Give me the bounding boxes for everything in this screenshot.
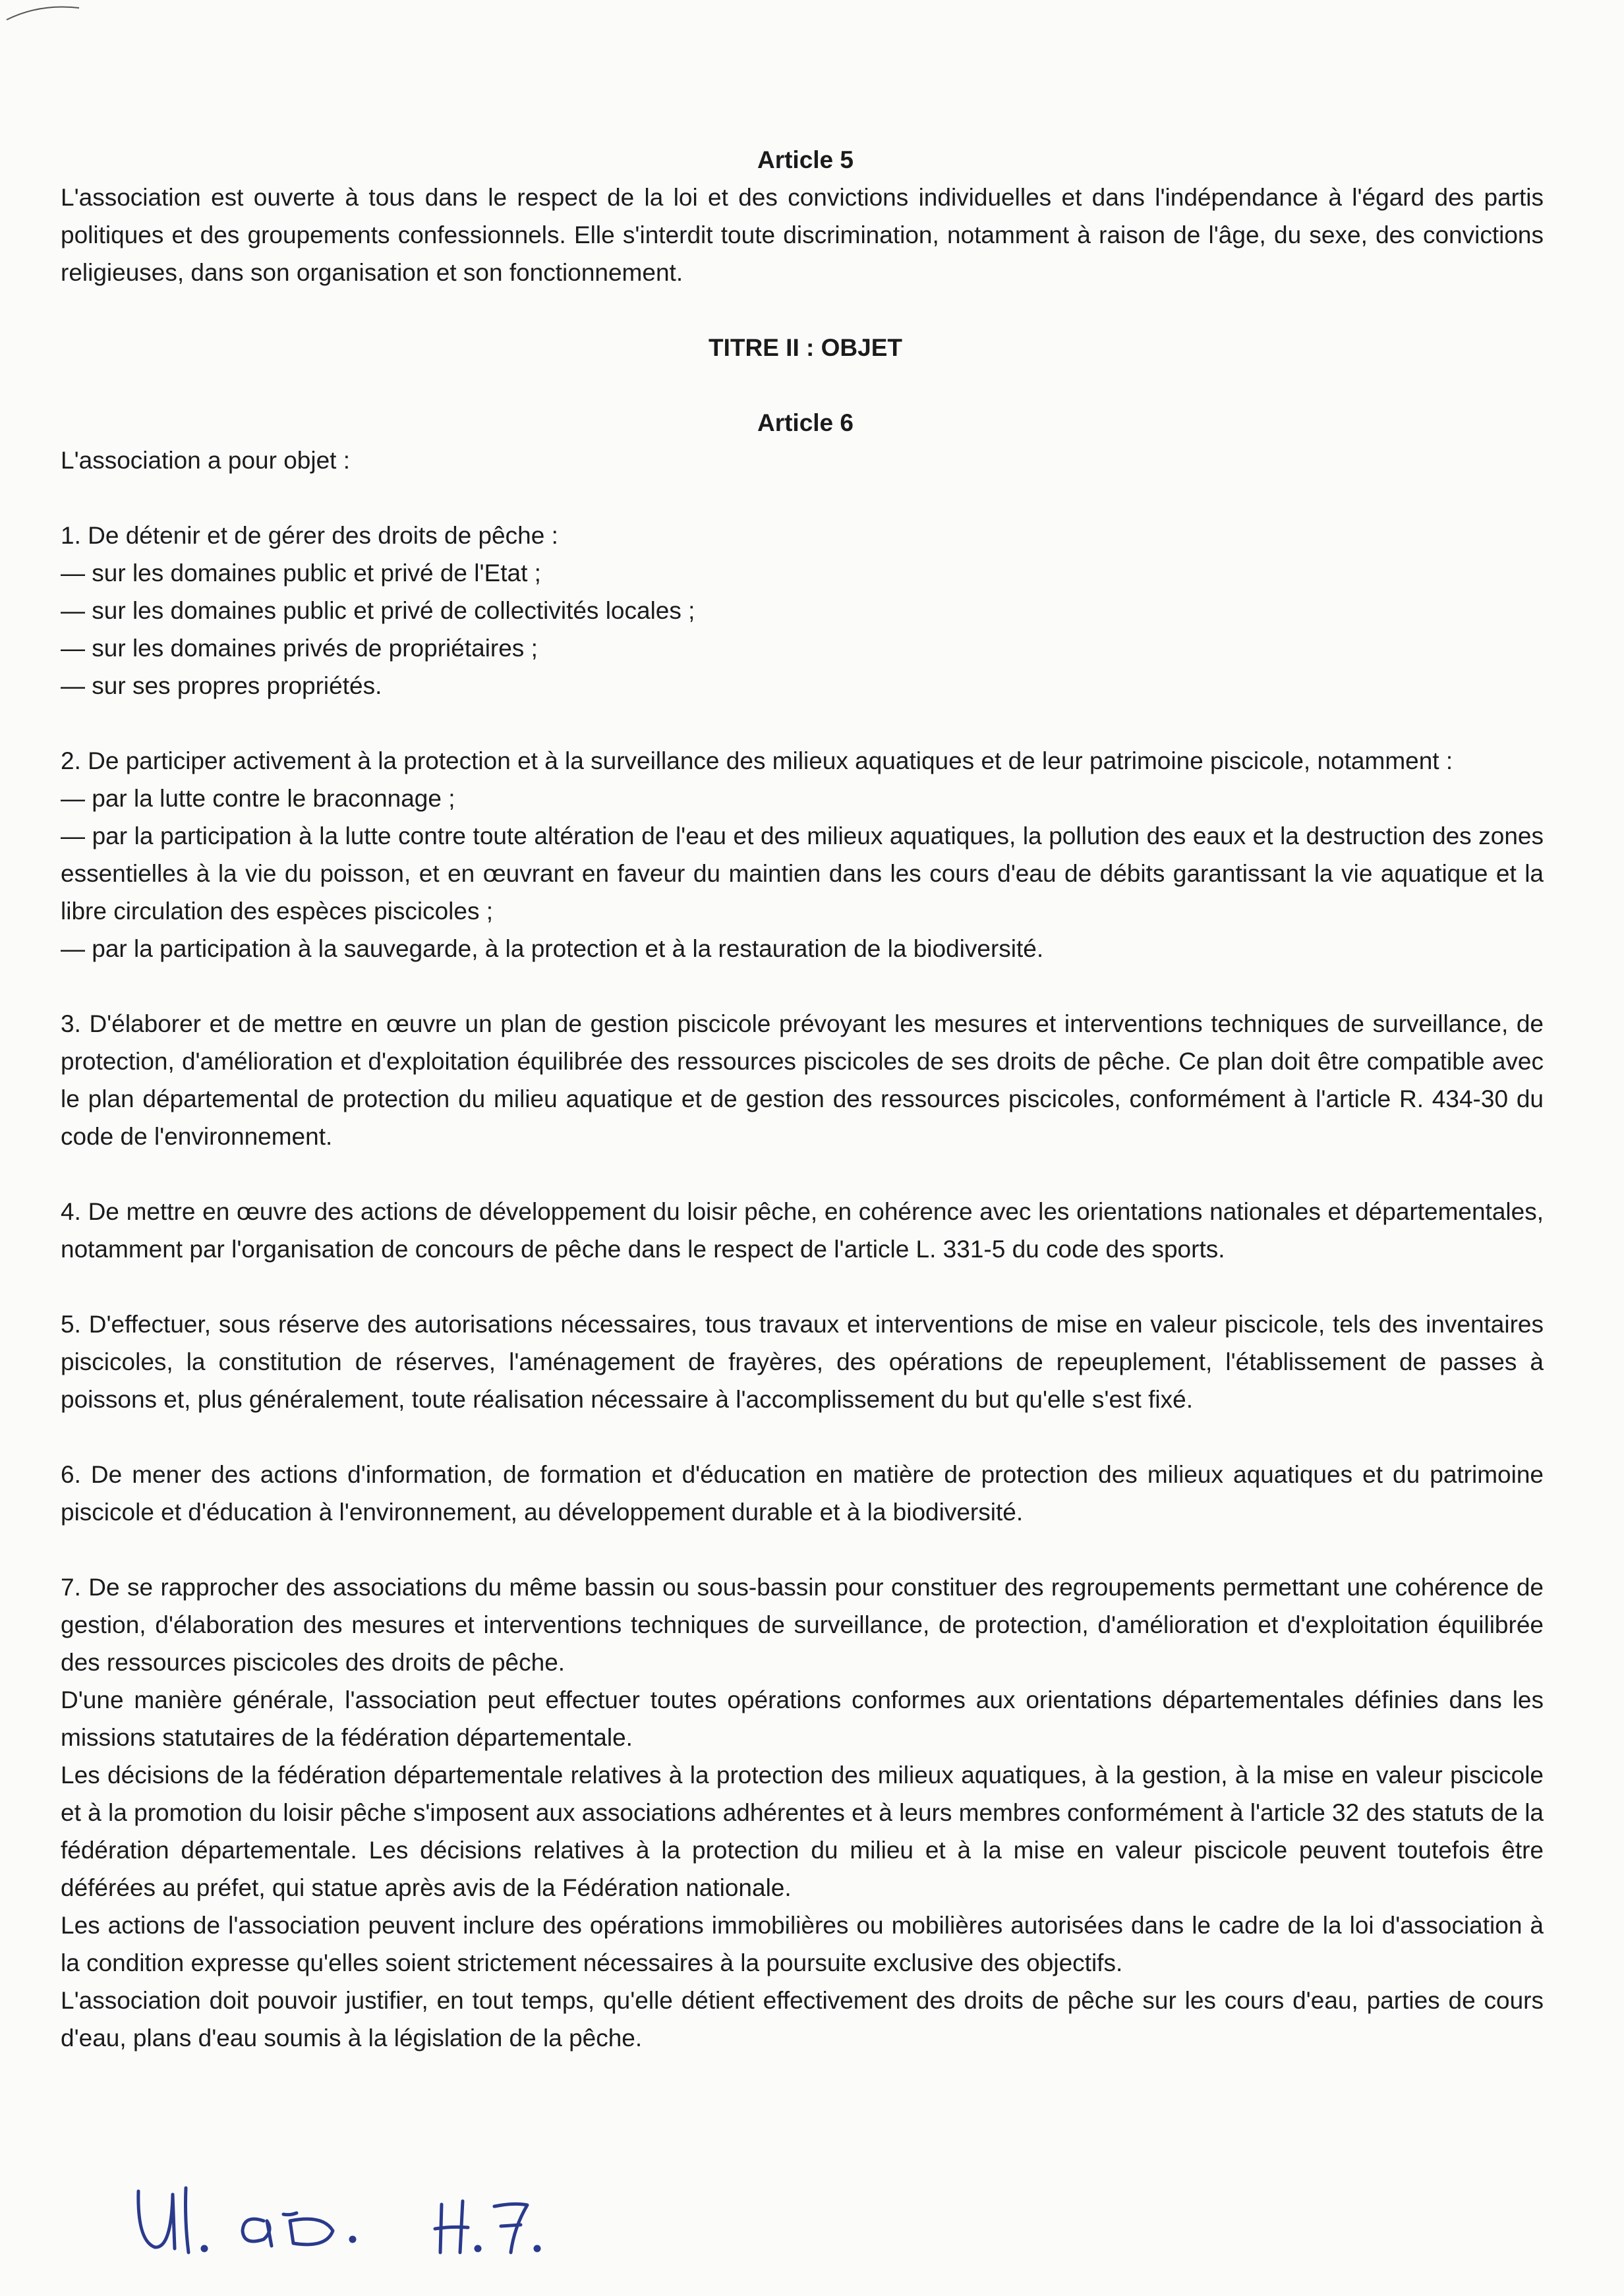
handwritten-initials: [125, 2175, 587, 2274]
objective-5: 5. D'effectuer, sous réserve des autorisations nécessaires, tous travaux et interventions de mise en valeur piscicole, tels des inventaires piscicoles, la constitution de réserves, l'aménagement de frayères, des opérations de repeuplement, l'établissement de passes à poissons et, plus généralement, toute réalisation nécessaire à l'accomplissement du but qu'elle s'est fixé.: [61, 1311, 1544, 1413]
objective-1-line: — sur ses propres propriétés.: [61, 672, 382, 699]
document-page: [61, 141, 1544, 2057]
actions-paragraph: Les actions de l'association peuvent inclure des opérations immobilières ou mobilières autorisées dans le cadre de la loi d'association à la condition expresse qu'elles soient strictement nécessaires à la poursuite exclusive des objectifs.: [61, 1912, 1544, 1976]
article-5-text: L'association est ouverte à tous dans le respect de la loi et des convictions individuelles et dans l'indépendance à l'égard des partis politiques et des groupements confessionnels. Elle s'interdit toute discrimination, notamment à raison de l'âge, du sexe, des convictions religieuses, dans son organisation et son fonctionnement.: [61, 184, 1544, 286]
objective-1-line: — sur les domaines public et privé de l'Etat ;: [61, 560, 541, 587]
general-paragraph: D'une manière générale, l'association peut effectuer toutes opérations conformes aux orientations départementales définies dans les missions statutaires de la fédération départementale.: [61, 1686, 1544, 1751]
objective-1-lead: 1. De détenir et de gérer des droits de pêche :: [61, 522, 558, 549]
article-6-intro: L'association a pour objet :: [61, 447, 351, 474]
decisions-paragraph: Les décisions de la fédération départementale relatives à la protection des milieux aquatiques, à la gestion, à la mise en valeur piscicole et à la promotion du loisir pêche s'imposent aux associations adhérentes et à leurs membres conformément à l'article 32 des statuts de la fédération départementale. Les décisions relatives à la protection du milieu et à la mise en valeur piscicole peuvent toutefois être déférées au préfet, qui statue après avis de la Fédération nationale.: [61, 1762, 1544, 1901]
objective-2-lead: 2. De participer activement à la protection et à la surveillance des milieux aquatiques et de leur patrimoine piscicole, notamment :: [61, 747, 1453, 774]
objective-1: [61, 517, 1544, 704]
objective-2-line: — par la participation à la sauvegarde, à la protection et à la restauration de la biodiversité.: [61, 935, 1044, 962]
article-6-heading: Article 6: [757, 409, 854, 436]
objective-6: 6. De mener des actions d'information, de formation et d'éducation en matière de protection des milieux aquatiques et du patrimoine piscicole et d'éducation à l'environnement, au développement durable et à la biodiversité.: [61, 1461, 1544, 1526]
objective-7: 7. De se rapprocher des associations du même bassin ou sous-bassin pour constituer des regroupements permettant une cohérence de gestion, d'élaboration des mesures et interventions techniques de surveillance, de protection, d'amélioration et d'exploitation équilibrée des ressources piscicoles des droits de pêche.: [61, 1574, 1544, 1676]
objective-3: 3. D'élaborer et de mettre en œuvre un plan de gestion piscicole prévoyant les mesures et interventions techniques de surveillance, de protection, d'amélioration et d'exploitation équilibrée des ressources piscicoles de ses droits de pêche. Ce plan doit être compatible avec le plan départemental de protection du milieu aquatique et de gestion des ressources piscicoles, conformément à l'article R. 434-30 du code de l'environnement.: [61, 1010, 1544, 1150]
objective-4: 4. De mettre en œuvre des actions de développement du loisir pêche, en cohérence avec les orientations nationales et départementales, notamment par l'organisation de concours de pêche dans le respect de l'article L. 331-5 du code des sports.: [61, 1198, 1544, 1263]
objective-1-line: — sur les domaines privés de propriétaires ;: [61, 635, 538, 662]
objective-2: [61, 742, 1544, 967]
article-5-heading: Article 5: [757, 146, 854, 173]
objective-2-line: — par la participation à la lutte contre toute altération de l'eau et des milieux aquatiques, la pollution des eaux et la destruction des zones essentielles à la vie du poisson, et en œuvrant en faveur du maintien dans les cours d'eau de débits garantissant la vie aquatique et la libre circulation des espèces piscicoles ;: [61, 822, 1544, 925]
objective-2-line: — par la lutte contre le braconnage ;: [61, 785, 455, 812]
objective-1-line: — sur les domaines public et privé de collectivités locales ;: [61, 597, 695, 624]
justification-paragraph: L'association doit pouvoir justifier, en tout temps, qu'elle détient effectivement des droits de pêche sur les cours d'eau, parties de cours d'eau, plans d'eau soumis à la législation de la pêche.: [61, 1987, 1544, 2052]
titre-2-heading: TITRE II : OBJET: [709, 334, 902, 361]
corner-pen-mark: [0, 0, 132, 26]
